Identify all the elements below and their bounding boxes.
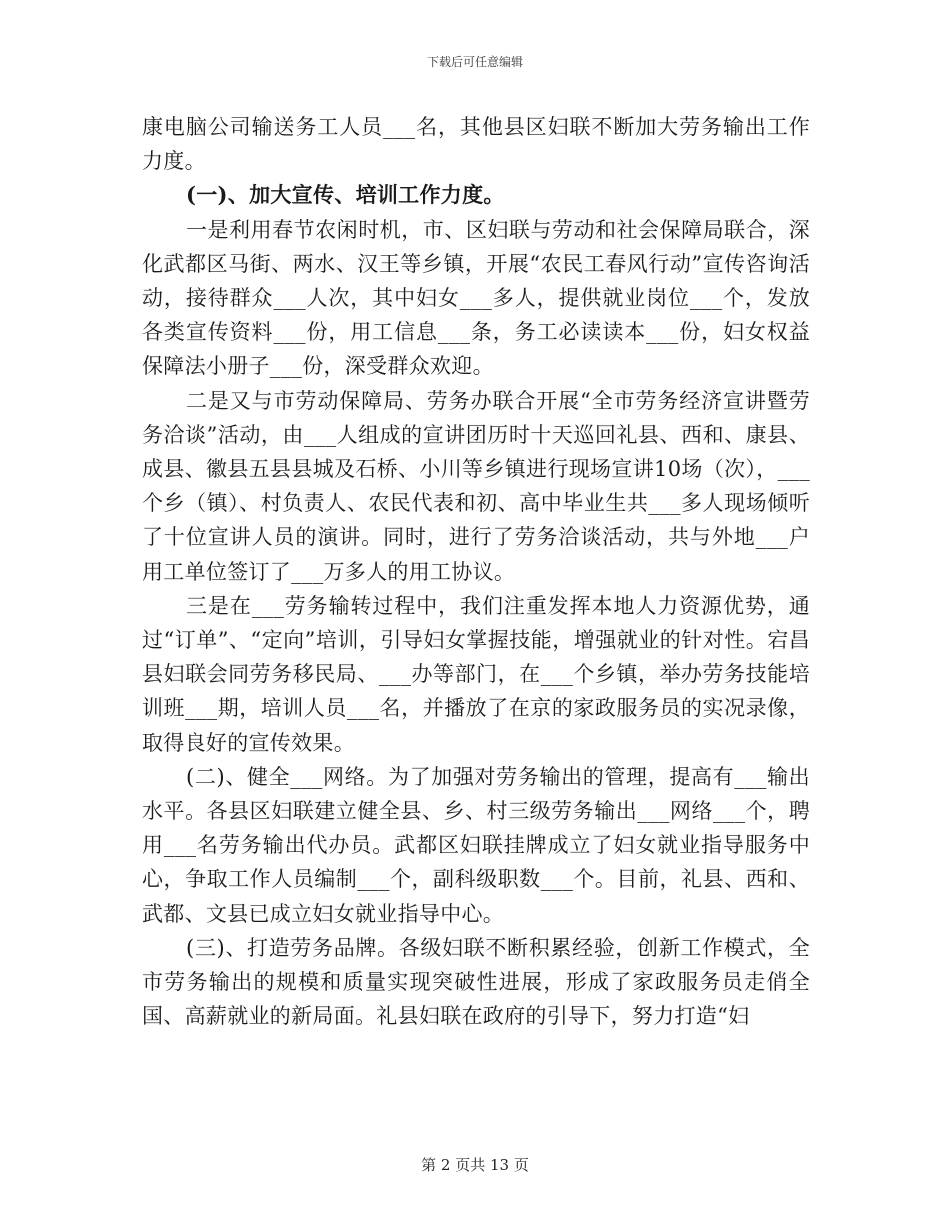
- paragraph-labor-lecture-tour: 二是又与市劳动保障局、劳务办联合开展“全市劳务经济宣讲暨劳务洽谈”活动，由___人组成的宣讲团历时十天巡回礼县、西和、康县、成县、徽县五县县城及石桥、小川等乡镇进行现场宣讲10场（次），___个乡（镇）、村负责人、农民代表和初、高中毕业生共___多人现场倾听了十位宣讲人员的演讲。同时，进行了劳务洽谈活动，共与外地___户用工单位签订了___万多人的用工协议。: [142, 388, 810, 584]
- section-heading-publicity-training: (一)、加大宣传、培训工作力度。: [186, 182, 505, 208]
- document-body: [142, 110, 810, 1033]
- paragraph-labor-brand: (三)、打造劳务品牌。各级妇联不断积累经验，创新工作模式，全市劳务输出的规模和质量实现突破性进展，形成了家政服务员走俏全国、高薪就业的新局面。礼县妇联在政府的引导下，努力打造“妇: [142, 935, 810, 1029]
- paragraph-order-based-training: 三是在___劳务输转过程中，我们注重发挥本地人力资源优势，通过“订单”、“定向”培训，引导妇女掌握技能，增强就业的针对性。宕昌县妇联会同劳务移民局、___办等部门，在___个乡镇，举办劳务技能培训班___期，培训人员___名，并播放了在京的家政服务员的实况录像，取得良好的宣传效果。: [142, 593, 810, 755]
- paragraph-continuation: 康电脑公司输送务工人员___名，其他县区妇联不断加大劳务输出工作力度。: [142, 115, 810, 174]
- paragraph-network-building: (二)、健全___网络。为了加强对劳务输出的管理，提高有___输出水平。各县区妇联建立健全县、乡、村三级劳务输出___网络___个，聘用___名劳务输出代办员。武都区妇联挂牌成立了妇女就业指导服务中心，争取工作人员编制___个，副科级职数___个。目前，礼县、西和、武都、文县已成立妇女就业指导中心。: [142, 764, 810, 926]
- page-header-note: 下载后可任意编辑: [426, 55, 523, 69]
- paragraph-spring-festival-campaign: 一是利用春节农闲时机，市、区妇联与劳动和社会保障局联合，深化武都区马街、两水、汉王等乡镇，开展“农民工春风行动”宣传咨询活动，接待群众___人次，其中妇女___多人，提供就业岗位___个，发放各类宣传资料___份，用工信息___条，务工必读读本___份，妇女权益保障法小册子___份，深受群众欢迎。: [142, 217, 810, 379]
- page-number: 第 2 页共 13 页: [421, 1156, 529, 1174]
